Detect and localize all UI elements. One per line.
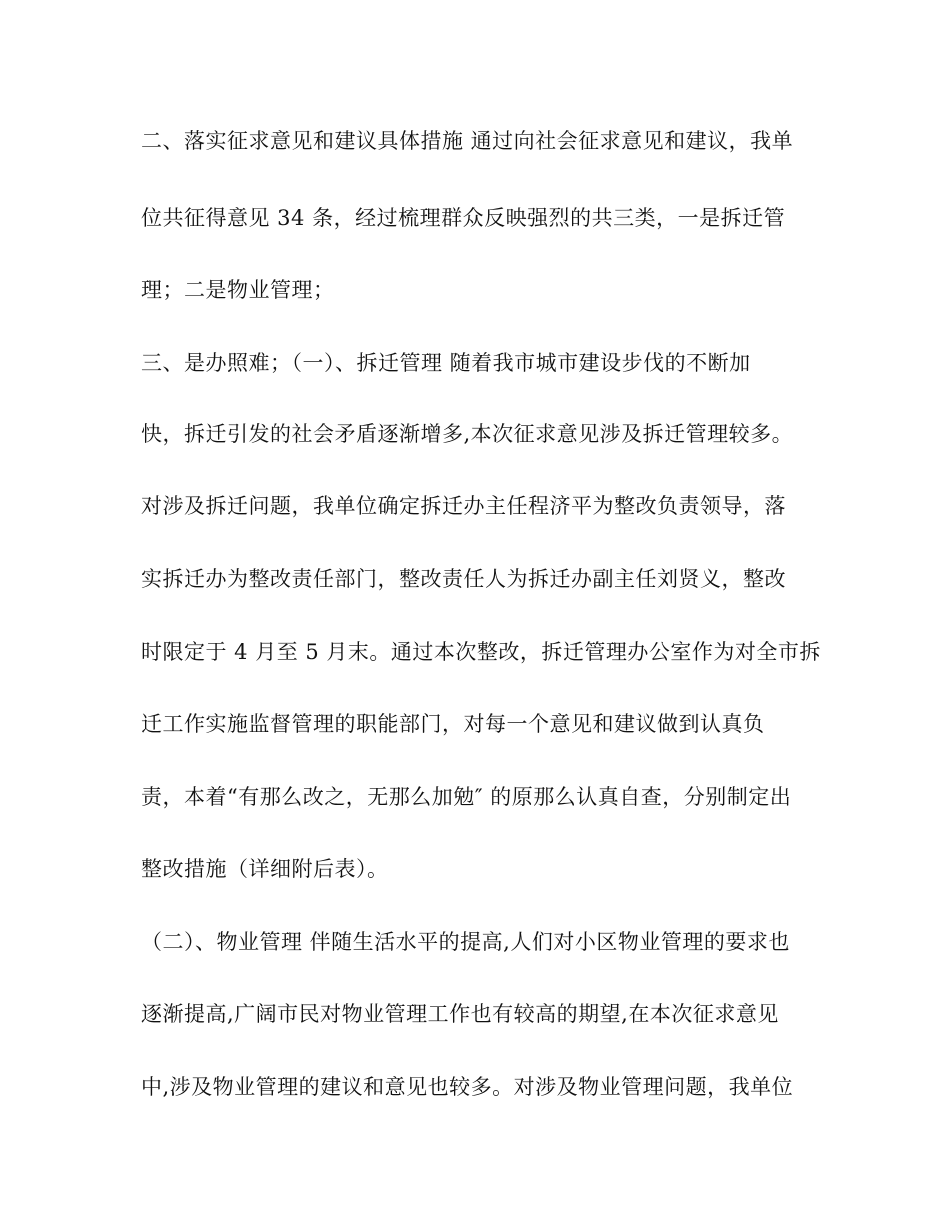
text-line: 中,涉及物业管理的建议和意见也较多。对涉及物业管理问题，我单位: [141, 1075, 794, 1099]
text-line: 迁工作实施监督管理的职能部门，对每一个意见和建议做到认真负: [141, 712, 765, 736]
text-line: 整改措施（详细附后表）。: [141, 857, 389, 881]
text-line: 三、是办照难；（一）、拆迁管理 随着我市城市建设步伐的不断加: [141, 351, 751, 375]
text-line: 时限定于 4 月至 5 月末。通过本次整改，拆迁管理办公室作为对全市拆: [141, 640, 821, 664]
text-line: 责，本着“有那么改之，无那么加勉″ 的原那么认真自查，分别制定出: [141, 785, 792, 809]
text-line: 位共征得意见 34 条，经过梳理群众反映强烈的共三类，一是拆迁管: [141, 206, 786, 230]
text-line: 实拆迁办为整改责任部门，整改责任人为拆迁办副主任刘贤义，整改: [141, 567, 786, 591]
text-line: 理；二是物业管理；: [141, 278, 335, 302]
text-line: （二）、物业管理 伴随生活水平的提高,人们对小区物业管理的要求也: [141, 930, 790, 954]
text-line: 二、落实征求意见和建议具体措施 通过向社会征求意见和建议，我单: [141, 129, 794, 153]
text-line: 快，拆迁引发的社会矛盾逐渐增多,本次征求意见涉及拆迁管理较多。: [141, 422, 794, 446]
text-line: 对涉及拆迁问题，我单位确定拆迁办主任程济平为整改负责领导，落: [141, 494, 786, 518]
text-line: 逐渐提高,广阔市民对物业管理工作也有较高的期望,在本次征求意见: [141, 1002, 779, 1026]
